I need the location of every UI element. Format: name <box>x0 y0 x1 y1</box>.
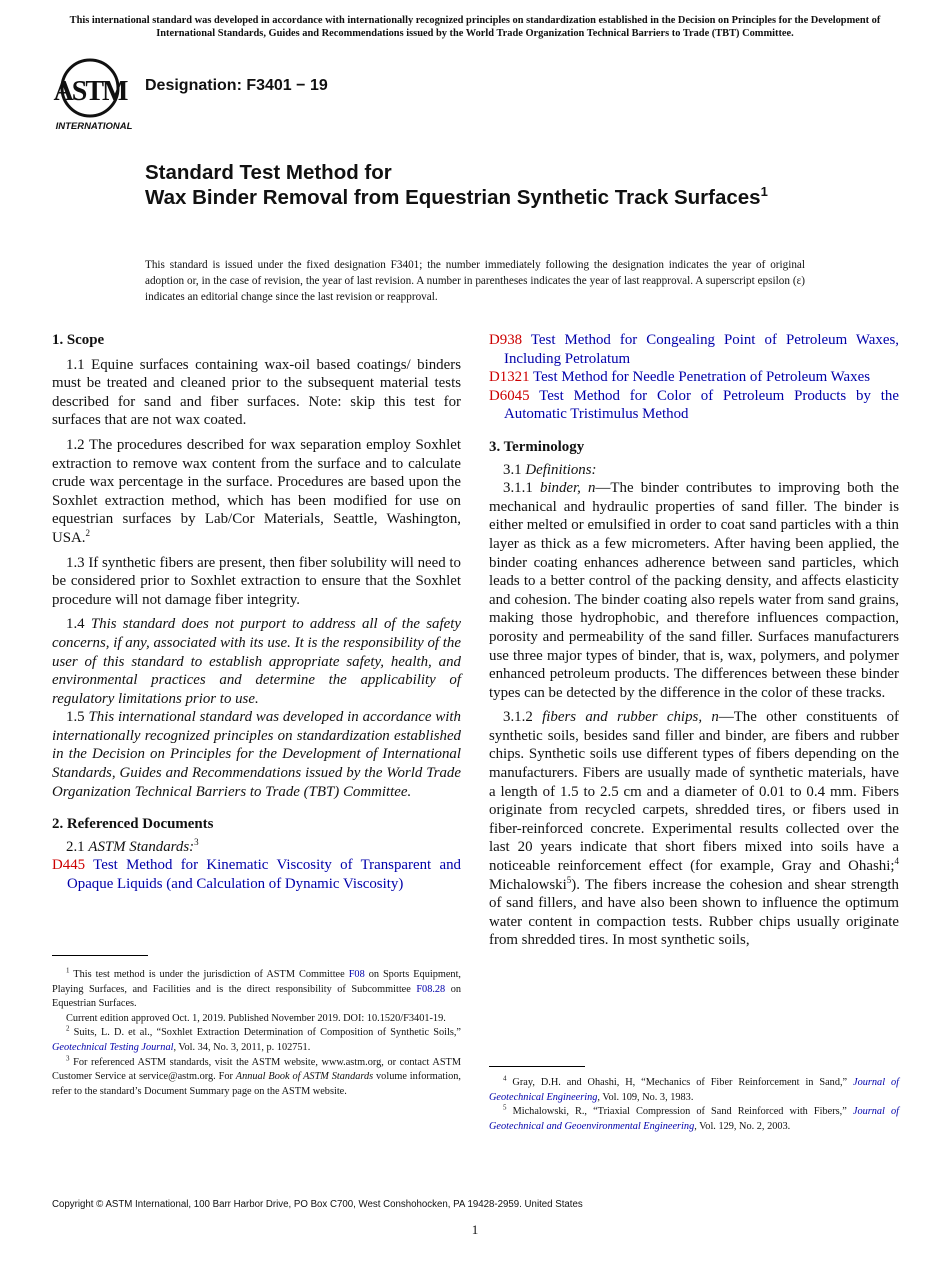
footnote-2: $^2$ Suits, L. D. et al., “Soxhlet Extraction Determination of Composition of Synthetic Soils,” Geotechnical Testing Journal, Vol. 34, No. 3, 2011, p. 102751. <box>52 1024 461 1053</box>
ref-code-link[interactable]: D1321 <box>489 369 530 386</box>
title-line-2: Wax Binder Removal from Equestrian Synthetic Track Surfaces <box>145 186 761 209</box>
title-footnote-ref[interactable]: 1 <box>760 184 768 200</box>
svg-text:INTERNATIONAL: INTERNATIONAL <box>55 121 133 132</box>
para-1-3: 1.3 If synthetic fibers are present, then fiber solubility will need to be considered prior to Soxhlet extraction to ensure that the Soxhlet procedure will not damage fiber integrity. <box>52 554 461 608</box>
para-1-2: 1.2 The procedures described for wax separation employ Soxhlet extraction to remove wax content from the surface and to calculate crude wax percentage in the surface. Procedures are based upon the Soxhlet extraction method, which has been modified for use on equestrian surfaces by Lab/Cor Materials, Seattle, Washington, USA.$^2$ <box>52 436 461 546</box>
designation: Designation: F3401 − 19 <box>145 77 328 94</box>
document-title <box>145 160 785 210</box>
ref-title-link[interactable]: Test Method for Needle Penetration of Petroleum Waxes <box>533 369 870 386</box>
footnote-3: $^3$ For referenced ASTM standards, visit the ASTM website, www.astm.org, or contact ASTM Customer Service at service@astm.org. For Annual Book of ASTM Standards volume information, refer to the standard’s Document Summary page on the ASTM website. <box>52 1054 462 1097</box>
journal-link[interactable]: Geotechnical Testing Journal <box>52 1041 174 1053</box>
ref-item <box>489 368 899 387</box>
para-2-1: 2.1 ASTM Standards:$^3$ <box>66 836 199 855</box>
journal-link[interactable]: Journal of Geotechnical Engineering <box>489 1077 899 1103</box>
journal-link[interactable]: Journal of Geotechnical and Geoenvironmental Engineering <box>489 1106 899 1132</box>
ref-title-link[interactable]: Test Method for Kinematic Viscosity of Transparent and Opaque Liquids (and Calculation of Dynamic Viscosity) <box>67 857 461 893</box>
para-1-4: 1.4 This standard does not purport to address all of the safety concerns, if any, associated with its use. It is the responsibility of the user of this standard to establish appropriate safety, health, and environmental practices and determine the applicability of regulatory limitations prior to use. <box>52 616 461 707</box>
svg-text:ASTM: ASTM <box>53 76 127 107</box>
footnotes-right <box>489 1066 899 1134</box>
footnote-ref-4[interactable]: 4 <box>894 856 899 867</box>
ref-title-link[interactable]: Test Method for Color of Petroleum Products by the Automatic Tristimulus Method <box>504 387 899 423</box>
astm-logo <box>52 56 136 134</box>
international-standard-notice: This international standard was developed in accordance with internationally recognized principles on standardization established in the Decision on Principles for the Development of International Standards, Guides and Recommendations issued by the World Trade Organization Technical Barriers to Trade (TBT) Committee. <box>69 15 881 39</box>
section-heading-scope: 1. Scope <box>52 332 105 348</box>
issuance-statement: This standard is issued under the fixed designation F3401; the number immediately following the designation indicates the year of original adoption or, in the case of revision, the year of last revision. A number in parentheses indicates the year of last reapproval. A superscript epsilon (ε) indicates an editorial change since the last revision or reapproval. <box>145 259 805 303</box>
ref-code-link[interactable]: D445 <box>52 857 86 874</box>
para-1-5: 1.5 This international standard was developed in accordance with internationally recognized principles on standardization established in the Decision on Principles for the Development of International Standards, Guides and Recommendations issued by the World Trade Organization Technical Barriers to Trade (TBT) Committee. <box>52 709 461 800</box>
page-number: 1 <box>471 1222 479 1237</box>
section-heading-referenced-documents: 2. Referenced Documents <box>52 816 214 833</box>
right-column <box>489 331 899 950</box>
footnote-5: $^5$ Michalowski, R., “Triaxial Compression of Sand Reinforced with Fibers,” Journal of Geotechnical and Geoenvironmental Engineering, Vol. 129, No. 2, 2003. <box>489 1103 899 1132</box>
ref-code-link[interactable]: D938 <box>489 332 523 348</box>
subcommittee-link[interactable]: F08.28 <box>416 983 446 995</box>
title-line-1: Standard Test Method for <box>145 161 392 184</box>
committee-link[interactable]: F08 <box>348 969 365 980</box>
para-3-1: 3.1 Definitions: <box>503 461 597 478</box>
footnote-1: $^1$ This test method is under the jurisdiction of ASTM Committee F08 on Sports Equipment, Playing Surfaces, and Facilities and is the direct responsibility of Subcommittee F08.28 on Equestrian Surfaces. <box>52 966 462 1010</box>
footnote-ref-3[interactable]: 3 <box>194 836 199 847</box>
ref-item <box>489 331 899 368</box>
footnote-ref-5[interactable]: 5 <box>566 874 572 885</box>
ref-title-link[interactable]: Test Method for Congealing Point of Petroleum Waxes, Including Petrolatum <box>504 332 899 367</box>
copyright-notice: Copyright © ASTM International, 100 Barr Harbor Drive, PO Box C700, West Conshohocken, PA 19428-2959. United States <box>52 1199 583 1210</box>
para-3-1-2: 3.1.2 fibers and rubber chips, n—The other constituents of synthetic soils, besides sand filler and binder, are fibers and rubber chips. Synthetic soils use different types of fibers depending on the manufacturers. Fibers are usually made of synthetic materials, have a length of 1.5 to 2.5 cm and a diameter of 0.01 to 0.4 mm. Fibers originate from recycled carpets, shredded tires, or fibers used in fiber-reinforced concrete. Experimental results collected over the last 20 years indicate that short fibers mixed into soils have a noticeable reinforcement effect (for example, Gray and Ohashi;$^4$ Michalowski$^5$). The fibers increase the cohesion and shear strength of sand fillers, and have also been shown to influence the optimum water content in compaction tests. Rubber chips usually originate from shredded tires. In most synthetic soils, <box>489 709 899 949</box>
ref-item <box>489 387 899 424</box>
footnotes-left <box>52 955 461 1099</box>
footnote-1-current-edition: Current edition approved Oct. 1, 2019. Published November 2019. DOI: 10.1520/F3401-19. <box>66 1012 446 1024</box>
para-1-1: 1.1 Equine surfaces containing wax-oil based coatings/ binders must be treated and cleaned prior to the subsequent material tests described for sand and fiber surfaces. Note: skip this test for surfaces that are not wax coated. <box>52 356 461 429</box>
ref-code-link[interactable]: D6045 <box>489 387 530 404</box>
ref-item <box>52 856 461 893</box>
section-heading-terminology: 3. Terminology <box>489 438 585 455</box>
footnote-4: $^4$ Gray, D.H. and Ohashi, H, “Mechanics of Fiber Reinforcement in Sand,” Journal of Geotechnical Engineering, Vol. 109, No. 3, 1983. <box>489 1074 899 1103</box>
left-column <box>52 331 461 894</box>
para-3-1-1: 3.1.1 binder, n—The binder contributes to improving both the mechanical and hydraulic properties of sand filler. The binder is either melted or emulsified in order to coat sand particles with a thin layer as thick as a few micrometers. After having been applied, the binder coating enhances adherence between sand particles, which leads to a better control of the packing density, and affects elasticity and cohesion. The binder coating also repels water from sand grains, making those hydrophobic, and therefore influences compaction, porosity and permeability of the sand filler. Surfaces manufacturers use three major types of binder, that is, wax, polymers, and polymer enhanced petroleum products. The differences between these binder types can be detected by the difference in the color of these tracks. <box>489 480 899 701</box>
footnote-ref-2[interactable]: 2 <box>85 527 91 538</box>
